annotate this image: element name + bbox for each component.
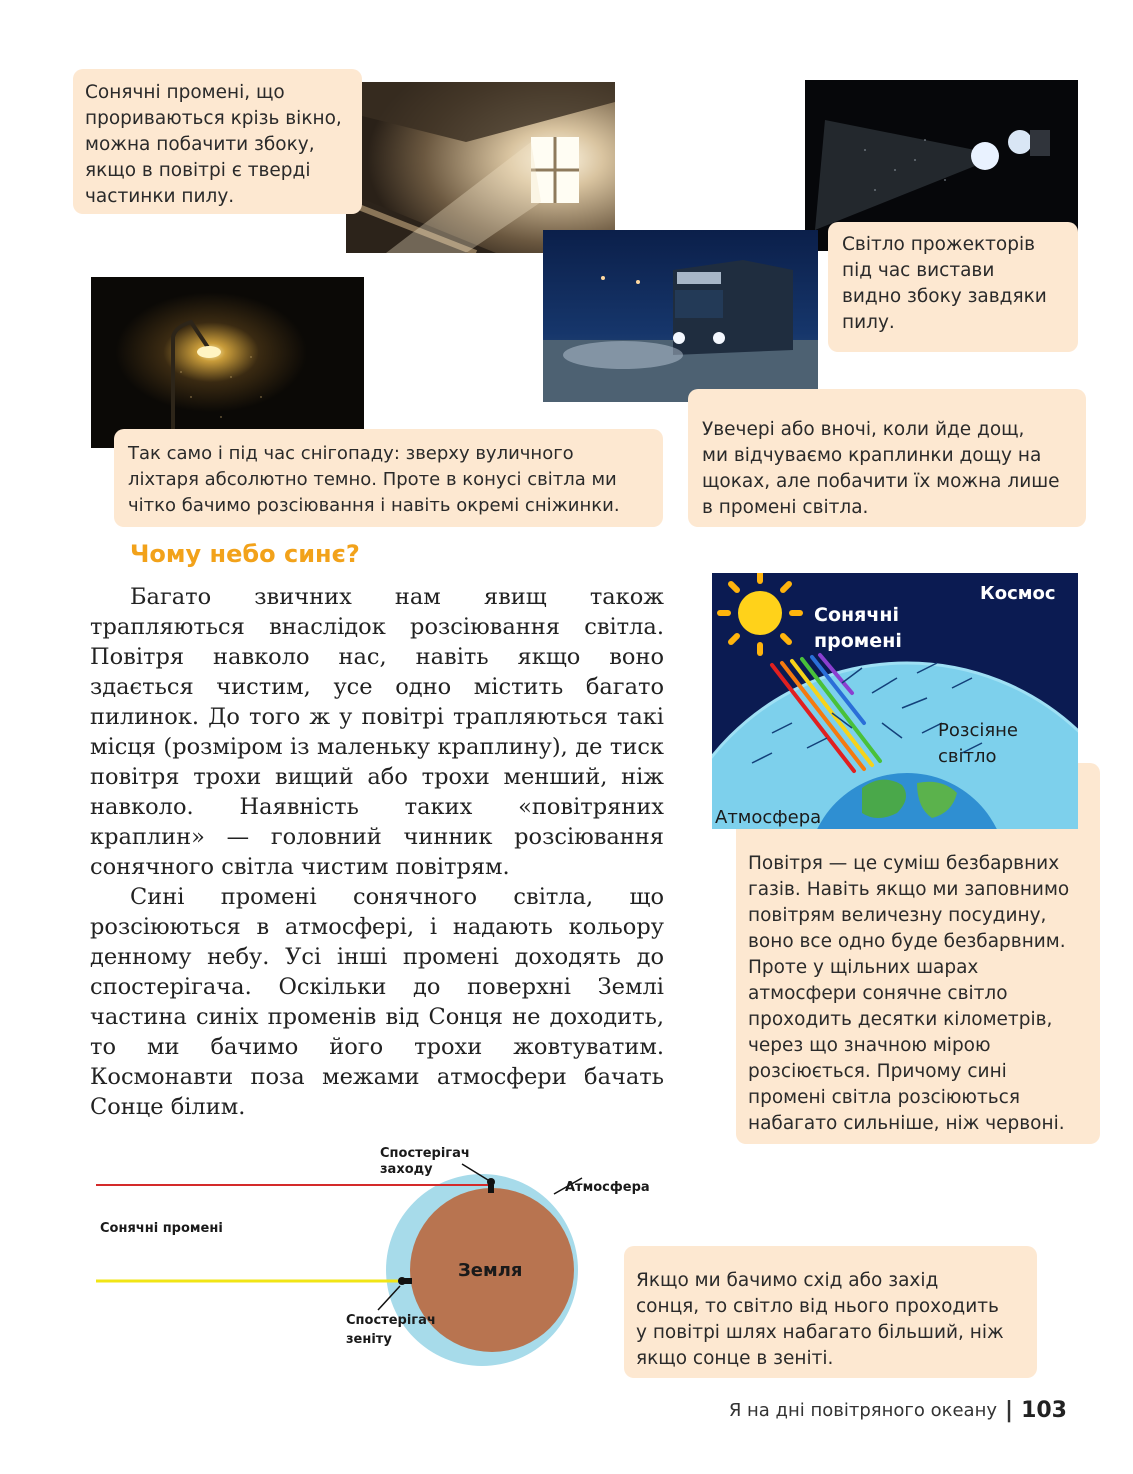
sunset-observer-icon bbox=[487, 1178, 495, 1193]
earth-label: Земля bbox=[458, 1260, 523, 1281]
footer-separator: | bbox=[1005, 1398, 1014, 1423]
atmosphere-label: Атмосфера bbox=[565, 1180, 650, 1195]
snow-note: Так само і під час снігопаду: зверху вуличного ліхтаря абсолютно темно. Проте в конусі світла ми чітко бачимо розсіювання і навіть окремі сніжинки. bbox=[114, 429, 663, 527]
earth-observer-diagram bbox=[90, 1140, 670, 1380]
rain-note: Увечері або вночі, коли йде дощ, ми відчуваємо краплинки дощу на щоках, але побачити їх можна лише в промені світла. bbox=[688, 389, 1086, 527]
spotlight-note: Світло прожекторів під час вистави видно збоку завдяки пилу. bbox=[828, 222, 1078, 352]
page-number: 103 bbox=[1021, 1398, 1067, 1423]
main-text bbox=[90, 582, 664, 1122]
zenith-observer-label-line1: Спостерігач bbox=[346, 1313, 436, 1328]
truck-in-rain-photo bbox=[543, 230, 818, 402]
page-footer bbox=[729, 1398, 1067, 1423]
sunset-observer-label-line2: заходу bbox=[380, 1162, 433, 1177]
zenith-observer-label-line2: зеніту bbox=[346, 1332, 392, 1347]
window-note: Сонячні промені, що прориваються крізь вікно, можна побачити збоку, якщо в повітрі є тверді частинки пилу. bbox=[73, 69, 362, 214]
streetlight-photo bbox=[91, 277, 364, 448]
scattered-light-label-line1: Розсіяне bbox=[938, 720, 1019, 741]
sunset-observer-label-line1: Спостерігач bbox=[380, 1146, 470, 1161]
paragraph-1: Багато звичних нам явищ також трапляються внаслідок розсіювання світла. Повітря навколо нас, навіть якщо воно здається чистим, усе одно містить багато пилинок. До того ж у повітрі трапляються такі місця (розміром із маленьку краплину), де тиск повітря трохи вищий або трохи менший, ніж навколо. Наявність таких «повітряних краплин» — головний чинник розсіювання сонячного світла чистим повітрям. bbox=[90, 584, 664, 880]
atmosphere-label: Атмосфера bbox=[715, 807, 822, 828]
sun-rays-label-line1: Сонячні bbox=[814, 604, 900, 626]
air-note: Повітря — це суміш безбарвних газів. Навіть якщо ми заповнимо повітрям величезну посудину, воно все одно буде безбарвним. Проте у щільних шарах атмосфери сонячне світло проходить десятки кілометрів, через що значною мірою розсіюється. Причому сині промені світла розсіюються набагато сильніше, ніж червоні. bbox=[736, 763, 1100, 1144]
sun-rays-label: Сонячні промені bbox=[100, 1221, 223, 1236]
zenith-observer-icon bbox=[398, 1277, 412, 1285]
section-heading: Чому небо синє? bbox=[130, 540, 360, 568]
space-label: Космос bbox=[980, 583, 1056, 604]
scattered-light-label-line2: світло bbox=[938, 746, 997, 767]
sky-scattering-diagram bbox=[712, 573, 1078, 829]
sunset-note: Якщо ми бачимо схід або захід сонця, то світло від нього проходить у повітрі шлях набагато більший, ніж якщо сонце в зеніті. bbox=[624, 1246, 1037, 1378]
attic-window-photo bbox=[346, 82, 615, 253]
chapter-title: Я на дні повітряного океану bbox=[728, 1400, 998, 1421]
paragraph-2: Сині промені сонячного світла, що розсіюються в атмосфері, і надають кольору денному небу. Усі інші промені доходять до спостерігача. Оскільки до поверхні Землі частина синіх променів від Сонця не доходить, то ми бачимо його трохи жовтуватим. Космонавти поза межами атмосфери бачать Сонце білим. bbox=[90, 884, 664, 1120]
sun-rays-label-line2: промені bbox=[814, 630, 902, 652]
